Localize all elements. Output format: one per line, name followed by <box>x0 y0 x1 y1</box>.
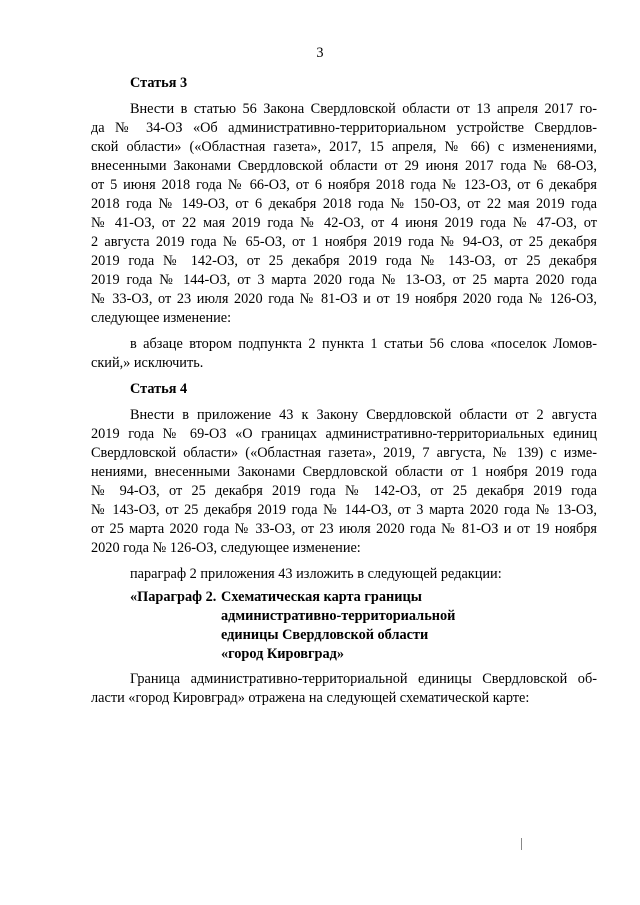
boundary-text-line: ласти «город Кировград» отражена на следующей схематической карте: <box>91 690 530 706</box>
article-4-text-line: от 25 марта 2020 года № 33-ОЗ, от 23 июля 2020 года № 81-ОЗ и от 19 ноября <box>91 521 597 537</box>
article-3-text-line: № 33-ОЗ, от 23 июля 2020 года № 81-ОЗ и от 19 ноября 2020 года № 126-ОЗ, <box>91 291 597 307</box>
article-4-text-line: 2019 года № 69-ОЗ «О границах административно-территориальных единиц <box>91 426 597 442</box>
article-4-heading: Статья 4 <box>130 381 188 397</box>
article-3-change-line: в абзаце втором подпункта 2 пункта 1 статьи 56 слова «поселок Ломов- <box>130 336 597 352</box>
scan-mark <box>521 838 522 850</box>
article-3-text-line: 2 августа 2019 года № 65-ОЗ, от 1 ноября 2019 года № 94-ОЗ, от 25 декабря <box>91 234 597 250</box>
article-4-text-line: Внести в приложение 43 к Закону Свердловской области от 2 августа <box>130 407 597 423</box>
article-3-text-line: ской области» («Областная газета», 2017, 15 апреля, № 66) с изменениями, <box>91 139 597 155</box>
article-3-text-line: от 5 июня 2018 года № 66-ОЗ, от 6 ноября 2018 года № 123-ОЗ, от 6 декабря <box>91 177 597 193</box>
paragraph-title-line: Схематическая карта границы <box>221 589 422 605</box>
article-3-heading: Статья 3 <box>130 75 188 91</box>
paragraph-title-line: единицы Свердловской области <box>221 627 429 643</box>
article-4-text-line: нениями, внесенными Законами Свердловской области от 1 ноября 2019 года <box>91 464 597 480</box>
article-3-text-line: № 41-ОЗ, от 22 мая 2019 года № 42-ОЗ, от 4 июня 2019 года № 47-ОЗ, от <box>91 215 597 231</box>
article-4-text-line: Свердловской области» («Областная газета», 2019, 7 августа, № 139) с изме- <box>91 445 597 461</box>
article-3-text-line: 2018 года № 149-ОЗ, от 6 декабря 2018 года № 150-ОЗ, от 22 мая 2019 года <box>91 196 597 212</box>
page-number: 3 <box>316 45 324 61</box>
paragraph-title-line: административно-территориальной <box>221 608 456 624</box>
article-4-instruction: параграф 2 приложения 43 изложить в следующей редакции: <box>130 566 502 582</box>
boundary-text-line: Граница административно-территориальной единицы Свердловской об- <box>130 671 597 687</box>
article-3-text-line: Внести в статью 56 Закона Свердловской области от 13 апреля 2017 го- <box>130 101 597 117</box>
article-3-text-line: да № 34-ОЗ «Об административно-территориальном устройстве Свердлов- <box>91 120 597 136</box>
article-3-text-line: 2019 года № 142-ОЗ, от 25 декабря 2019 года № 143-ОЗ, от 25 декабря <box>91 253 597 269</box>
paragraph-label: «Параграф 2. <box>130 589 217 605</box>
article-4-text-line: 2020 года № 126-ОЗ, следующее изменение: <box>91 540 361 556</box>
paragraph-title-line: «город Кировград» <box>221 646 344 662</box>
article-4-text-line: № 94-ОЗ, от 25 декабря 2019 года № 142-ОЗ, от 25 декабря 2019 года <box>91 483 597 499</box>
article-3-change-line: ский,» исключить. <box>91 355 204 371</box>
article-3-text-line: следующее изменение: <box>91 310 232 326</box>
article-3-text-line: 2019 года № 144-ОЗ, от 3 марта 2020 года № 13-ОЗ, от 25 марта 2020 года <box>91 272 597 288</box>
article-4-text-line: № 143-ОЗ, от 25 декабря 2019 года № 144-ОЗ, от 3 марта 2020 года № 13-ОЗ, <box>91 502 597 518</box>
article-3-text-line: внесенными Законами Свердловской области от 29 июня 2017 года № 68-ОЗ, <box>91 158 597 174</box>
